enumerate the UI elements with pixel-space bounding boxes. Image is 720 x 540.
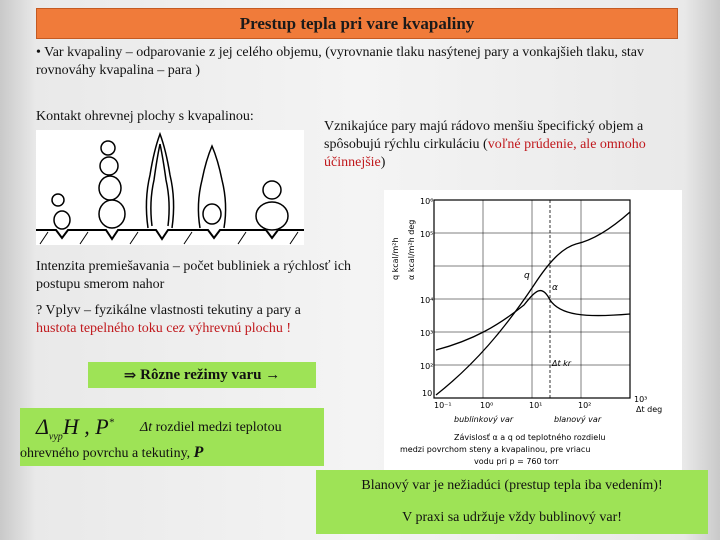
vapor-highlight: voľné prúdenie, ale omnoho účinnejšie xyxy=(324,137,646,170)
delta-star: * xyxy=(108,416,115,429)
x-tick-1e3: 10³ xyxy=(634,395,648,404)
contact-label: Kontakt ohrevnej plochy s kvapalinou: xyxy=(36,109,254,124)
graph-caption-line2: medzi povrchom steny a kvapalinou, pre vriacu xyxy=(400,445,591,454)
q-curve xyxy=(436,212,630,395)
alpha-curve xyxy=(436,291,630,350)
arrow-right-icon: → xyxy=(265,366,281,383)
x-tick-1e-1: 10⁻¹ xyxy=(434,401,452,410)
y-axis-label-alpha: α kcal/m²h deg xyxy=(407,219,416,280)
delta-subscript: vyp xyxy=(48,431,63,443)
film-boiling-note: Blanový var je nežiadúci (prestup tepla iba vedením)! xyxy=(316,470,708,502)
bubble-boiling-note: V praxi sa udržuje vždy bublinový var! xyxy=(316,502,708,534)
vapor-paragraph xyxy=(324,118,684,172)
properties-line: ? Vplyv – fyzikálne vlastnosti tekutiny a pary a xyxy=(36,303,301,318)
vapor-text: Vznikajúce pary majú rádovo menšiu špecifický objem a spôsobujú rýchlu cirkuláciu xyxy=(324,119,644,152)
implies-icon: ⇒ xyxy=(123,367,137,384)
y-tick-1e2: 10² xyxy=(420,362,434,371)
regime-film-label: blanový var xyxy=(554,415,602,424)
boiling-regimes-box xyxy=(88,362,316,388)
graph-caption-line1: Závislosť α a q od teplotného rozdielu xyxy=(454,433,606,442)
delta-line2-var: P xyxy=(193,444,204,461)
curve-label-alpha: α xyxy=(552,283,558,293)
graph-caption-line3: vodu pri p = 760 torr xyxy=(474,457,559,466)
x-tick-1e2: 10² xyxy=(578,401,592,410)
slide-title: Prestup tepla pri vare kvapaliny xyxy=(239,13,475,33)
y-axis-label-q: q kcal/m²h xyxy=(391,237,400,280)
regime-bubble-label: bublinkový var xyxy=(454,415,514,424)
y-tick-1e5: 10⁵ xyxy=(420,230,434,239)
y-tick-10: 10 xyxy=(422,389,433,398)
delta-formula xyxy=(36,414,114,442)
curve-label-q: q xyxy=(524,271,530,281)
x-tick-1e1: 10¹ xyxy=(529,401,543,410)
delta-line2-text: ohrevného povrchu a tekutiny, xyxy=(20,446,191,461)
delta-parameters-box xyxy=(20,408,324,466)
boiling-curve-figure xyxy=(384,190,682,472)
delta-symbol: Δ xyxy=(36,414,49,439)
vapor-paren-close: ) xyxy=(380,155,386,170)
delta-t-text: rozdiel medzi teplotou xyxy=(155,420,282,435)
boiling-definition: • Var kvapaliny – odparovanie z jej celého objemu, (vyrovnanie tlaku nasýtenej pary a vonkajšieh tlaku, stav rovnováhy kvapalina – para ) xyxy=(36,45,645,78)
title-bar xyxy=(36,8,678,39)
critical-dt-label: Δt kr xyxy=(552,359,572,368)
mixing-intensity-text: Intenzita premiešavania – počet bubliniek a rýchlosť ich postupu smerom nahor xyxy=(36,259,352,292)
vapor-paren-open: ( xyxy=(483,137,488,152)
y-tick-1e4: 10⁴ xyxy=(420,296,434,305)
delta-t-definition xyxy=(140,420,282,436)
regimes-label: Rôzne režimy varu xyxy=(140,366,262,383)
x-axis-unit: Δt deg xyxy=(636,405,663,414)
delta-line2 xyxy=(20,444,203,462)
properties-paragraph xyxy=(36,302,396,338)
y-tick-1e3: 10³ xyxy=(420,329,434,338)
properties-highlight: hustota tepelného toku cez výhrevnú plochu ! xyxy=(36,321,292,336)
x-tick-1e0: 10⁰ xyxy=(480,401,494,410)
delta-variables: H , P xyxy=(62,414,109,439)
delta-t-symbol: Δt xyxy=(140,420,153,435)
y-tick-1e6: 10⁶ xyxy=(420,197,434,206)
bubble-illustration xyxy=(36,130,304,245)
